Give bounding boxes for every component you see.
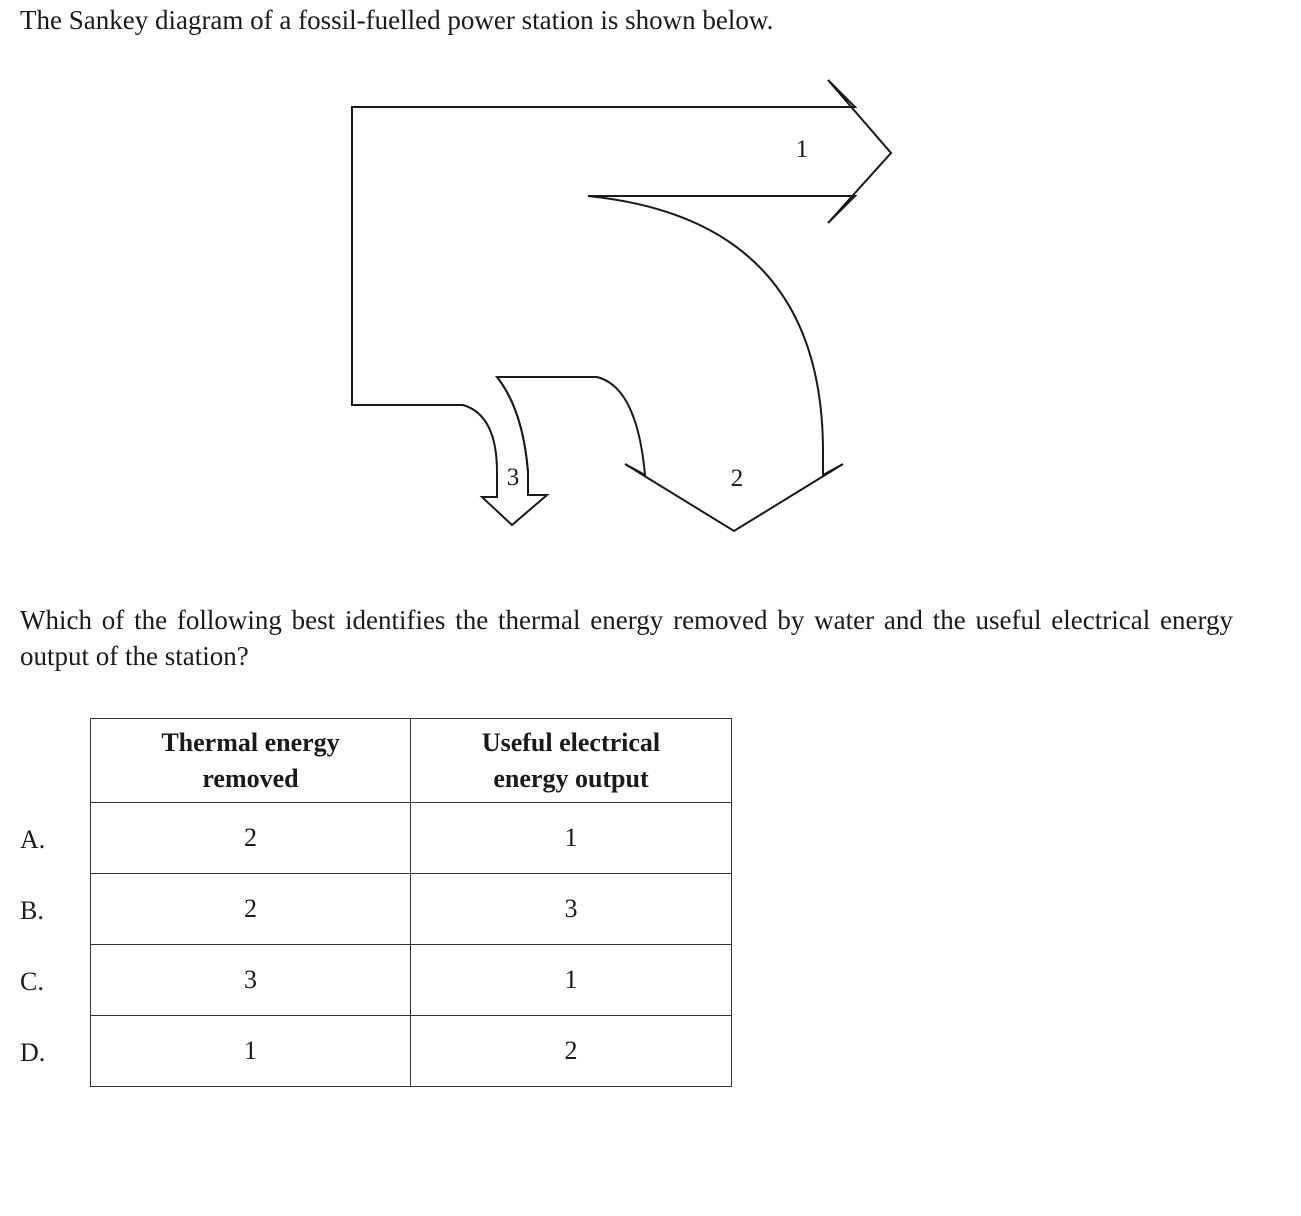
sankey-label-3: 3 [506, 464, 520, 491]
header-thermal-line1: Thermal energy [161, 727, 340, 757]
sankey-label-1: 1 [795, 136, 809, 163]
header-useful-energy [411, 719, 732, 803]
sankey-branch-divider [497, 377, 528, 472]
option-b-label[interactable]: B. [20, 896, 44, 925]
sankey-label-2: 2 [730, 465, 744, 492]
table-row [91, 1016, 732, 1087]
cell-useful: 2 [411, 1016, 732, 1087]
cell-thermal: 1 [91, 1016, 411, 1087]
cell-thermal: 2 [91, 874, 411, 945]
cell-thermal: 3 [91, 945, 411, 1016]
answer-table [90, 718, 732, 1087]
header-useful-line1: Useful electrical [481, 727, 661, 757]
option-a-label[interactable]: A. [20, 825, 46, 854]
header-useful-line2: energy output [493, 763, 649, 793]
option-c-label[interactable]: C. [20, 967, 44, 996]
sankey-main-flow-outline [352, 80, 891, 531]
table-header-row [91, 719, 732, 803]
cell-useful: 1 [411, 945, 732, 1016]
table-row [91, 874, 732, 945]
table-row [91, 803, 732, 874]
option-d-label[interactable]: D. [20, 1038, 46, 1067]
cell-useful: 1 [411, 803, 732, 874]
cell-useful: 3 [411, 874, 732, 945]
sankey-diagram [0, 0, 1301, 600]
cell-thermal: 2 [91, 803, 411, 874]
question-text: Which of the following best identifies the thermal energy removed by water and the useful electrical energy output of the station? [20, 605, 1233, 671]
header-thermal-energy [91, 719, 411, 803]
table-row [91, 945, 732, 1016]
intro-text: The Sankey diagram of a fossil-fuelled power station is shown below. [20, 5, 774, 35]
header-thermal-line2: removed [202, 763, 299, 793]
